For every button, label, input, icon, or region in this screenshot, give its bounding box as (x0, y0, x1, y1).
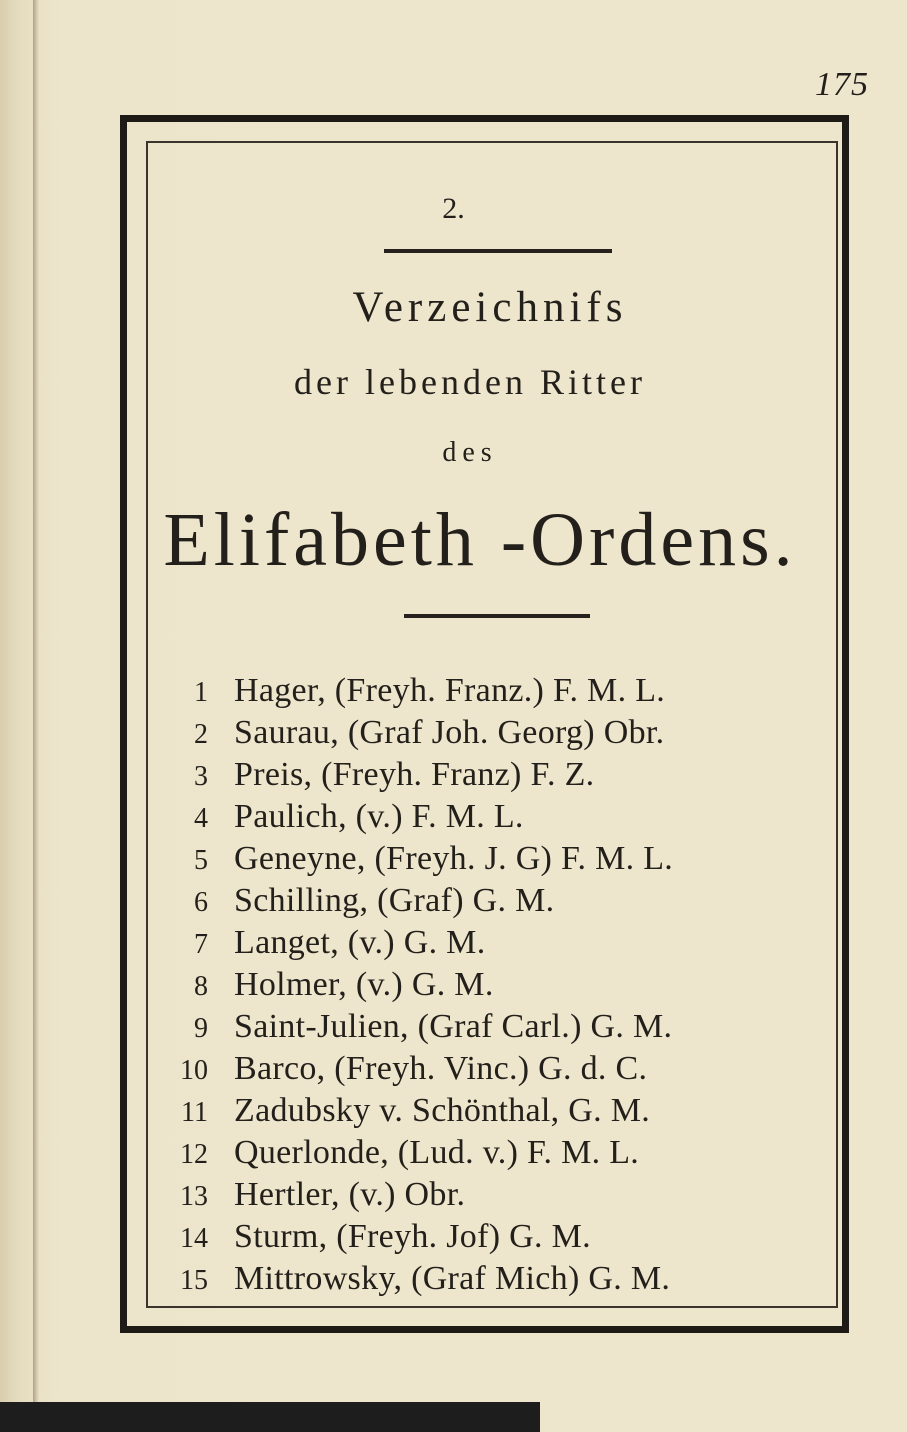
entry-text: Hager, (Freyh. Franz.) F. M. L. (234, 672, 666, 709)
list-item (160, 754, 850, 796)
entry-text: Hertler, (v.) Obr. (234, 1176, 466, 1213)
list-item (160, 670, 850, 712)
list-item (160, 922, 850, 964)
heading-line-3: des (442, 437, 498, 468)
scan-edge (0, 1402, 540, 1432)
entry-number: 1 (194, 677, 208, 708)
list-item (160, 1174, 850, 1216)
entry-number: 8 (194, 971, 208, 1002)
entry-text: Querlonde, (Lud. v.) F. M. L. (234, 1134, 640, 1171)
entry-text: Zadubsky v. Schönthal, G. M. (234, 1092, 651, 1129)
entry-text: Langet, (v.) G. M. (234, 924, 486, 961)
entry-text: Barco, (Freyh. Vinc.) G. d. C. (234, 1050, 648, 1087)
entry-number: 12 (180, 1139, 208, 1170)
entry-number: 5 (194, 845, 208, 876)
heading-title: Elifabeth -Ordens. (163, 498, 797, 582)
list-item (160, 880, 850, 922)
entry-number: 10 (180, 1055, 208, 1086)
entry-text: Saint-Julien, (Graf Carl.) G. M. (234, 1008, 673, 1045)
entry-number: 9 (194, 1013, 208, 1044)
divider-rule (384, 249, 612, 253)
entry-text: Sturm, (Freyh. Jof) G. M. (234, 1218, 591, 1255)
list-item (160, 1090, 850, 1132)
entry-text: Geneyne, (Freyh. J. G) F. M. L. (234, 840, 674, 877)
entry-number: 4 (194, 803, 208, 834)
entry-text: Holmer, (v.) G. M. (234, 966, 494, 1003)
list-item (160, 1048, 850, 1090)
list-item (160, 796, 850, 838)
entry-text: Mittrowsky, (Graf Mich) G. M. (234, 1260, 671, 1297)
entry-number: 6 (194, 887, 208, 918)
section-number: 2. (442, 192, 465, 225)
entry-number: 13 (180, 1181, 208, 1212)
entry-number: 3 (194, 761, 208, 792)
list-item (160, 1006, 850, 1048)
entry-text: Schilling, (Graf) G. M. (234, 882, 555, 919)
list-item (160, 964, 850, 1006)
entry-number: 7 (194, 929, 208, 960)
entry-number: 14 (180, 1223, 208, 1254)
heading-line-2: der lebenden Ritter (294, 362, 646, 402)
entry-text: Preis, (Freyh. Franz) F. Z. (234, 756, 595, 793)
entry-number: 11 (181, 1097, 208, 1128)
divider-rule (404, 614, 590, 618)
list-item (160, 1216, 850, 1258)
list-item (160, 1132, 850, 1174)
page-number: 175 (815, 66, 869, 103)
entry-number: 2 (194, 719, 208, 750)
entry-text: Paulich, (v.) F. M. L. (234, 798, 524, 835)
entry-number: 15 (180, 1265, 208, 1296)
list-item (160, 712, 850, 754)
heading-line-1: Verzeichnifs (352, 284, 628, 331)
list-item (160, 838, 850, 880)
knights-list (160, 670, 850, 1300)
entry-text: Saurau, (Graf Joh. Georg) Obr. (234, 714, 665, 751)
list-item (160, 1258, 850, 1300)
